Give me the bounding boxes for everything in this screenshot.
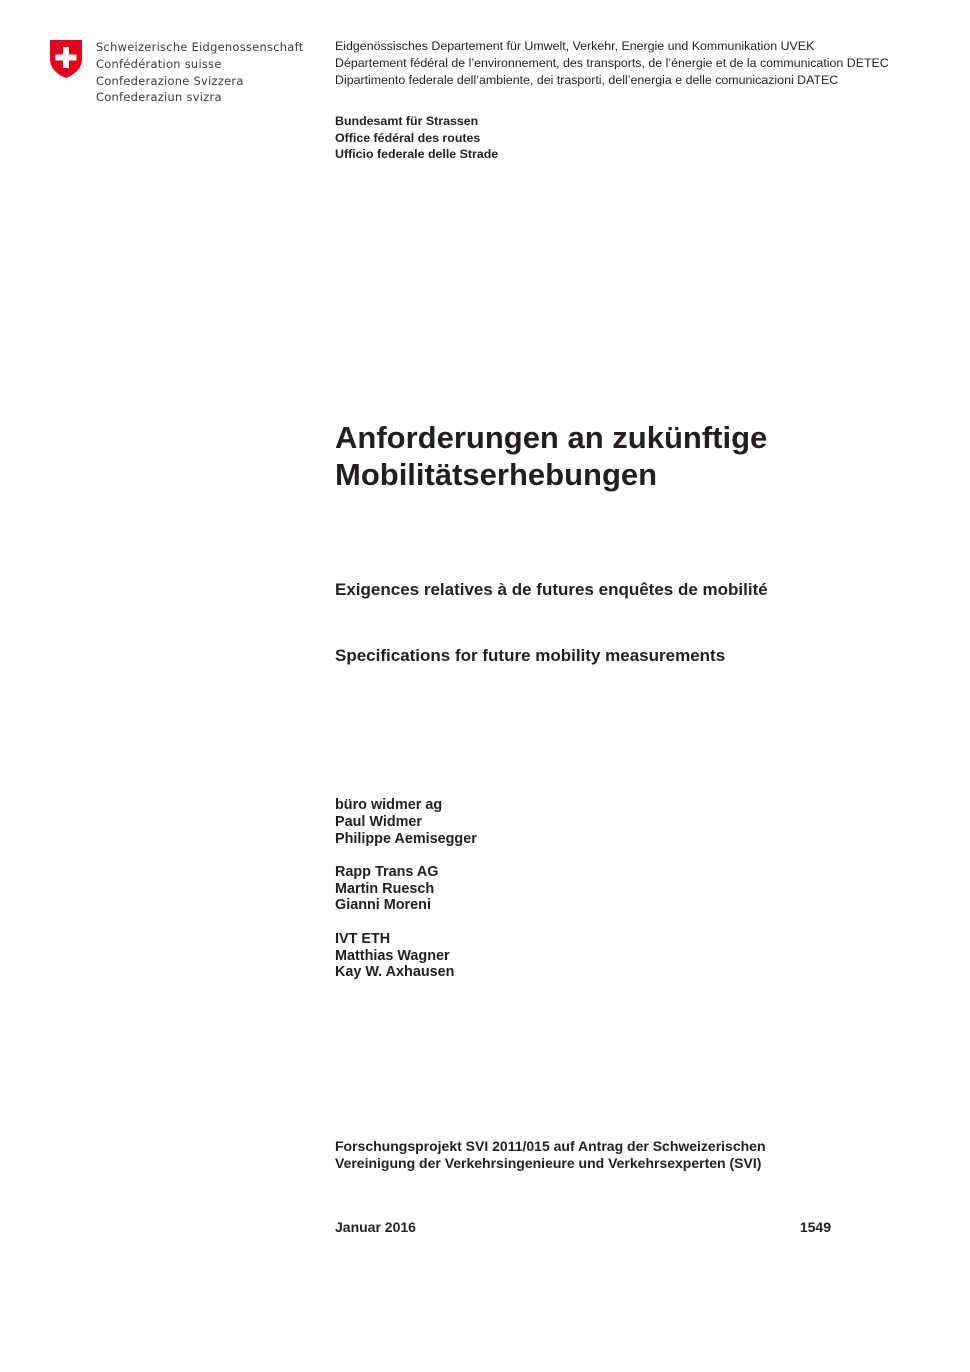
project-line-1: Forschungsprojekt SVI 2011/015 auf Antrag der Schweizerischen <box>335 1138 766 1154</box>
research-project-note <box>335 1138 766 1172</box>
office-line-fr: Office fédéral des routes <box>335 130 481 145</box>
subtitle-english: Specifications for future mobility measurements <box>335 646 726 665</box>
author-organisation: IVT ETH <box>335 930 391 947</box>
confederation-name-fr: Confédération suisse <box>96 56 222 71</box>
author-name: Gianni Moreni <box>335 897 431 914</box>
author-name: Philippe Aemisegger <box>335 830 477 847</box>
department-line-de: Eidgenössisches Departement für Umwelt, Verkehr, Energie und Kommunikation UVEK <box>335 39 815 53</box>
report-number: 1549 <box>799 1219 831 1235</box>
confederation-name-it: Confederazione Svizzera <box>96 73 244 88</box>
author-organisation: Rapp Trans AG <box>335 863 439 880</box>
department-line-it: Dipartimento federale dell’ambiente, dei trasporti, dell’energia e delle comunicazioni DATEC <box>335 73 839 87</box>
office-line-de: Bundesamt für Strassen <box>335 114 479 128</box>
department-line-fr: Département fédéral de l’environnement, des transports, de l’énergie et de la communication DETEC <box>335 56 889 70</box>
department-header <box>335 38 889 89</box>
subtitle-french: Exigences relatives à de futures enquêtes de mobilité <box>335 580 768 599</box>
project-line-2: Vereinigung der Verkehrsingenieure und Verkehrsexperten (SVI) <box>335 1155 762 1171</box>
confederation-name-de: Schweizerische Eidgenossenschaft <box>96 40 304 54</box>
document-title <box>335 419 767 493</box>
author-name: Martin Ruesch <box>335 880 435 897</box>
federal-office <box>335 113 498 163</box>
confederation-name-rm: Confederaziun svizra <box>96 90 222 105</box>
author-name: Kay W. Axhausen <box>335 964 455 981</box>
author-name: Matthias Wagner <box>335 947 450 964</box>
title-line-1: Anforderungen an zukünftige <box>335 420 768 455</box>
author-group-rapp-trans <box>335 864 477 914</box>
author-group-buero-widmer <box>335 797 477 847</box>
author-list <box>335 797 477 998</box>
confederation-names <box>96 39 303 106</box>
title-line-2: Mobilitätserhebungen <box>335 457 658 492</box>
publication-date: Januar 2016 <box>335 1219 416 1235</box>
author-name: Paul Widmer <box>335 813 423 830</box>
office-line-it: Ufficio federale delle Strade <box>335 147 499 161</box>
author-organisation: büro widmer ag <box>335 797 443 813</box>
swiss-crest-icon <box>48 39 84 79</box>
author-group-ivt-eth <box>335 931 477 981</box>
